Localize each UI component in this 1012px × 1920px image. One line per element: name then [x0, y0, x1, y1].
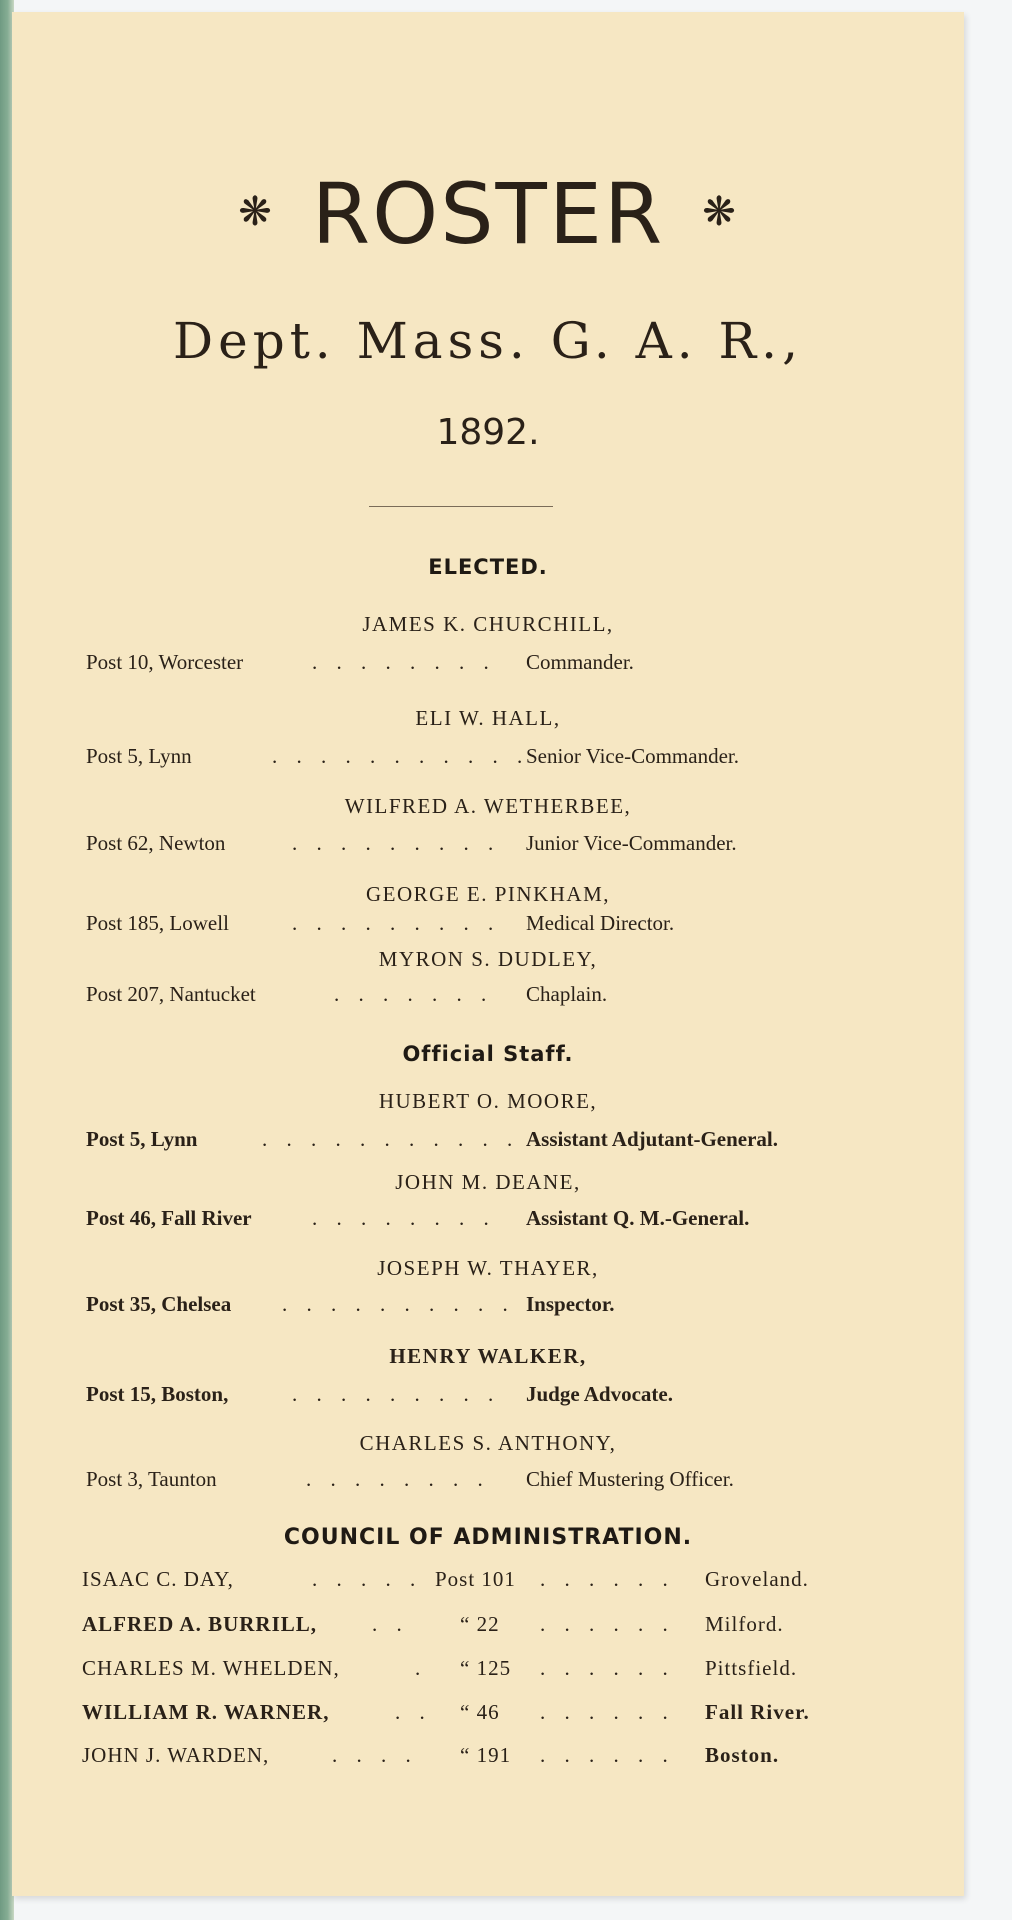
council-member-name: WILLIAM R. WARNER,	[82, 1700, 330, 1724]
officer-post: Post 46, Fall River	[86, 1206, 252, 1230]
leader-dots: . . . . . . . .	[306, 1467, 490, 1491]
officer-post: Post 5, Lynn	[86, 744, 192, 768]
page-title	[12, 165, 964, 263]
leader-dots: . . . .	[332, 1743, 418, 1767]
leader-dots: . . . . . .	[540, 1656, 675, 1680]
council-member-name: JOHN J. WARDEN,	[82, 1743, 270, 1767]
leader-dots: . . . . . . . . . . .	[272, 744, 530, 768]
council-member-town: Milford.	[705, 1612, 784, 1636]
leader-dots: . . . . . . . .	[312, 650, 496, 674]
elected-heading: ELECTED.	[428, 555, 548, 579]
officer-name: ELI W. HALL,	[415, 706, 561, 730]
officer-role: Medical Director.	[526, 911, 675, 935]
leader-dots: . . . . . .	[540, 1743, 675, 1767]
council-member-post: “ 46	[460, 1700, 500, 1724]
council-member-name: ISAAC C. DAY,	[82, 1567, 234, 1591]
council-member-post: “ 125	[460, 1656, 512, 1680]
staff-heading: Official Staff.	[402, 1042, 574, 1066]
officer-post: Post 5, Lynn	[86, 1127, 198, 1151]
council-member-name: ALFRED A. BURRILL,	[82, 1612, 318, 1636]
leader-dots: . . . . . .	[540, 1700, 675, 1724]
officer-name: CHARLES S. ANTHONY,	[359, 1431, 617, 1455]
council-member-post: Post 101	[435, 1567, 516, 1591]
officer-name: JOSEPH W. THAYER,	[377, 1256, 599, 1280]
officer-name: GEORGE E. PINKHAM,	[366, 882, 610, 906]
divider	[369, 506, 553, 507]
officer-post: Post 62, Newton	[86, 831, 226, 855]
officer-name: HENRY WALKER,	[389, 1344, 587, 1368]
page-year: 1892.	[436, 412, 540, 453]
officer-role: Assistant Adjutant-General.	[526, 1127, 779, 1151]
leader-dots: . . . . .	[312, 1567, 423, 1591]
officer-post: Post 185, Lowell	[86, 911, 229, 935]
officer-name: JOHN M. DEANE,	[395, 1170, 581, 1194]
officer-role: Commander.	[526, 650, 634, 674]
ornament-icon: ❋	[702, 189, 738, 236]
council-heading: COUNCIL OF ADMINISTRATION.	[283, 1525, 693, 1550]
council-member-town: Fall River.	[705, 1700, 810, 1724]
officer-name: HUBERT O. MOORE,	[378, 1089, 598, 1113]
council-member-post: “ 22	[460, 1612, 500, 1636]
officer-post: Post 15, Boston,	[86, 1382, 229, 1406]
officer-name: JAMES K. CHURCHILL,	[362, 612, 614, 636]
officer-role: Inspector.	[526, 1292, 615, 1316]
leader-dots: . . . . . . . . . .	[282, 1292, 515, 1316]
officer-post: Post 35, Chelsea	[86, 1292, 232, 1316]
officer-name: MYRON S. DUDLEY,	[378, 947, 598, 971]
council-member-post: “ 191	[460, 1743, 512, 1767]
leader-dots: . . . . . . . . .	[292, 831, 501, 855]
leader-dots: . . . . . . .	[334, 982, 494, 1006]
council-member-town: Pittsfield.	[705, 1656, 798, 1680]
leader-dots: . .	[395, 1700, 432, 1724]
officer-role: Judge Advocate.	[526, 1382, 673, 1406]
roster-page	[12, 12, 964, 1896]
leader-dots: . . . . . .	[540, 1612, 675, 1636]
ornament-icon: ❋	[238, 189, 274, 236]
leader-dots: . . . . . . . . .	[292, 1382, 501, 1406]
officer-role: Chaplain.	[526, 982, 608, 1006]
leader-dots: . . . . . .	[540, 1567, 675, 1591]
council-member-town: Groveland.	[705, 1567, 809, 1591]
leader-dots: . . . . . . . . . . .	[262, 1127, 520, 1151]
officer-post: Post 207, Nantucket	[86, 982, 256, 1006]
officer-name: WILFRED A. WETHERBEE,	[344, 794, 632, 818]
leader-dots: . . . . . . . .	[312, 1206, 496, 1230]
page-subtitle: Dept. Mass. G. A. R.,	[173, 312, 803, 370]
council-member-name: CHARLES M. WHELDEN,	[82, 1656, 340, 1680]
title-text: ROSTER	[311, 165, 665, 263]
leader-dots: . . . . . . . . .	[292, 911, 501, 935]
leader-dots: . .	[372, 1612, 409, 1636]
council-member-town: Boston.	[705, 1743, 780, 1767]
officer-post: Post 3, Taunton	[86, 1467, 217, 1491]
officer-role: Chief Mustering Officer.	[526, 1467, 734, 1491]
officer-role: Junior Vice-Commander.	[526, 831, 737, 855]
officer-role: Assistant Q. M.-General.	[526, 1206, 750, 1230]
officer-post: Post 10, Worcester	[86, 650, 244, 674]
leader-dots: .	[415, 1656, 428, 1680]
officer-role: Senior Vice-Commander.	[526, 744, 739, 768]
